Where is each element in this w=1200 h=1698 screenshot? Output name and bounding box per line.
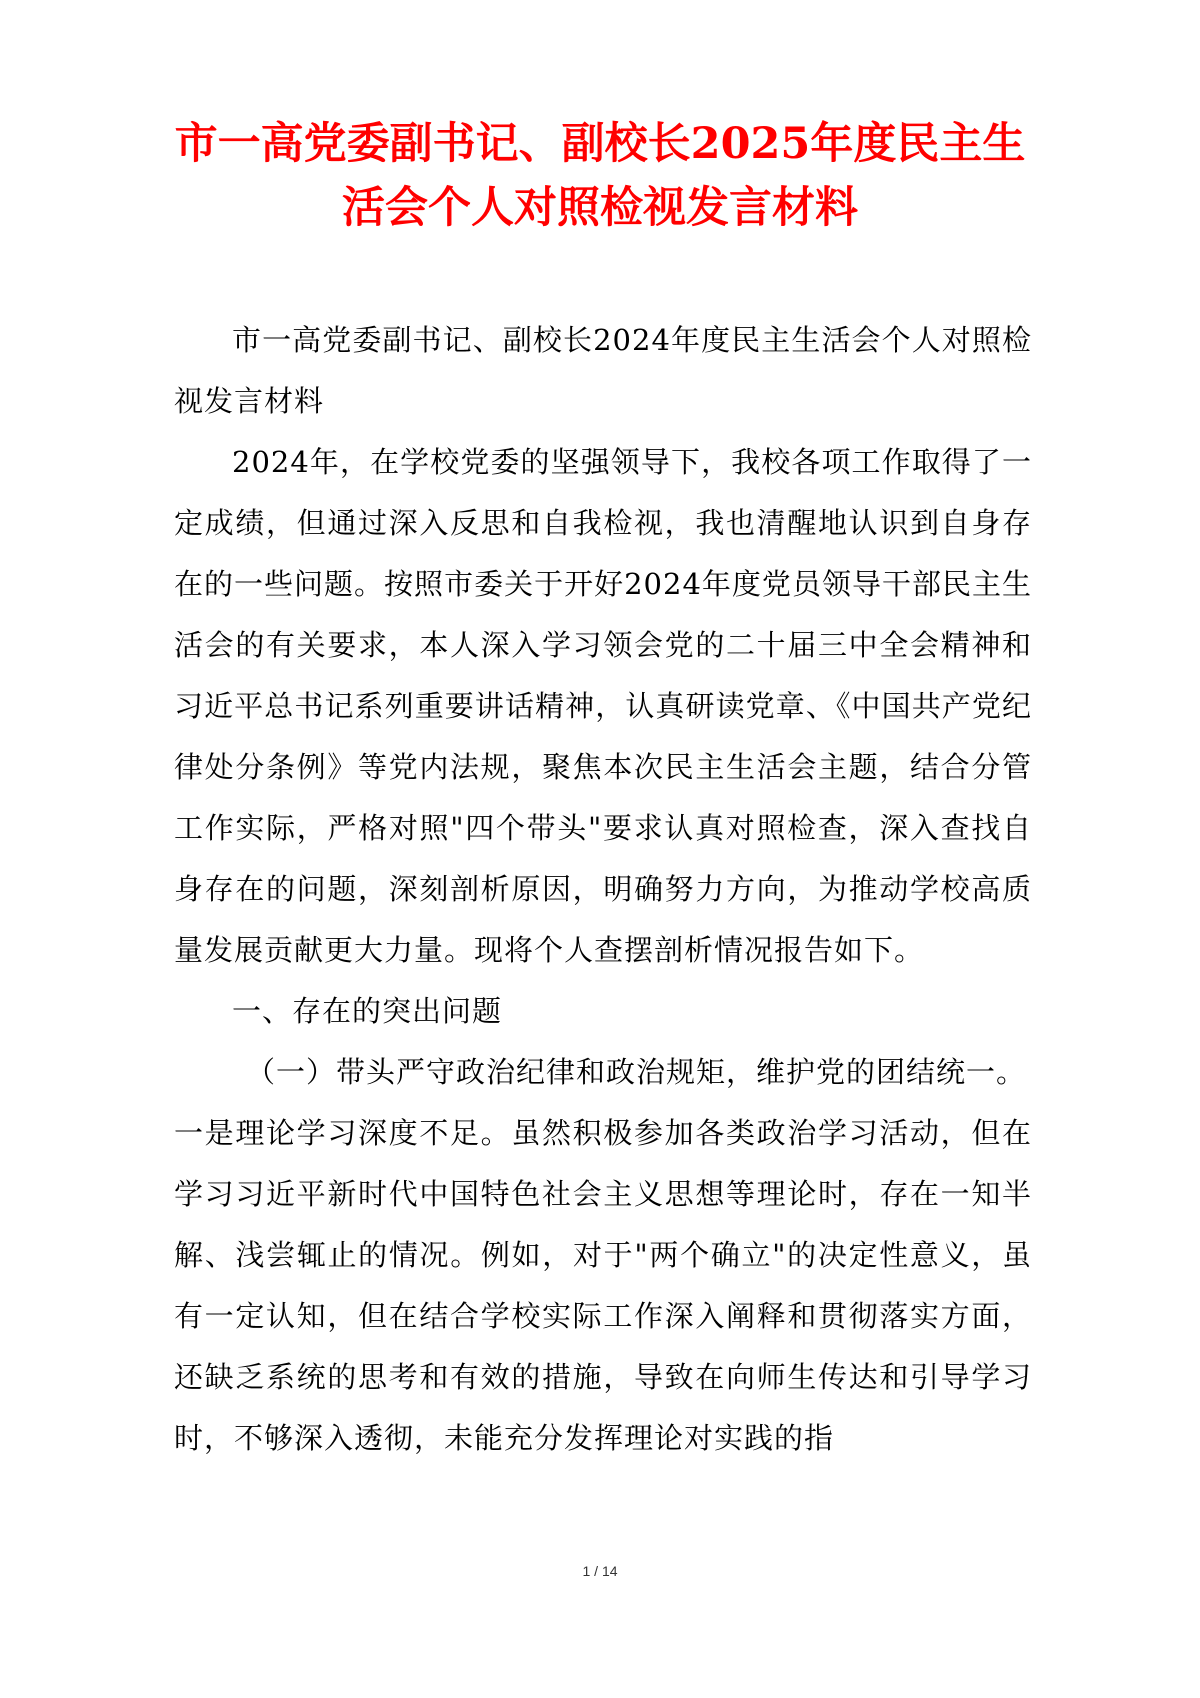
title-line-2: 活会个人对照检视发言材料 <box>342 183 858 233</box>
document-title <box>150 112 1050 240</box>
title-line-1: 市一高党委副书记、副校长2025年度民主生 <box>174 119 1026 169</box>
subsection-heading: （一）带头严守政治纪律和政治规矩，维护党的团结统一。 <box>246 1055 1027 1089</box>
document-body <box>174 310 1032 1469</box>
page-number: 1 / 14 <box>582 1563 618 1579</box>
paragraph-point-one: 一是理论学习深度不足。虽然积极参加各类政治学习活动，但在学习习近平新时代中国特色社会主义思想等理论时，存在一知半解、浅尝辄止的情况。例如，对于"两个确立"的决定性意义，虽有一定认知，但在结合学校实际工作深入阐释和贯彻落实方面，还缺乏系统的思考和有效的措施，导致在向师生传达和引导学习时，不够深入透彻，未能充分发挥理论对实践的指 <box>174 1116 1032 1455</box>
paragraph-subtitle: 市一高党委副书记、副校长2024年度民主生活会个人对照检视发言材料 <box>174 323 1032 418</box>
section-heading: 一、存在的突出问题 <box>232 994 503 1028</box>
paragraph-intro: 2024年，在学校党委的坚强领导下，我校各项工作取得了一定成绩，但通过深入反思和自我检视，我也清醒地认识到自身存在的一些问题。按照市委关于开好2024年度党员领导干部民主生活会的有关要求，本人深入学习领会党的二十届三中全会精神和习近平总书记系列重要讲话精神，认真研读党章、《中国共产党纪律处分条例》等党内法规，聚焦本次民主生活会主题，结合分管工作实际，严格对照"四个带头"要求认真对照检查，深入查找自身存在的问题，深刻剖析原因，明确努力方向，为推动学校高质量发展贡献更大力量。现将个人查摆剖析情况报告如下。 <box>174 445 1032 967</box>
